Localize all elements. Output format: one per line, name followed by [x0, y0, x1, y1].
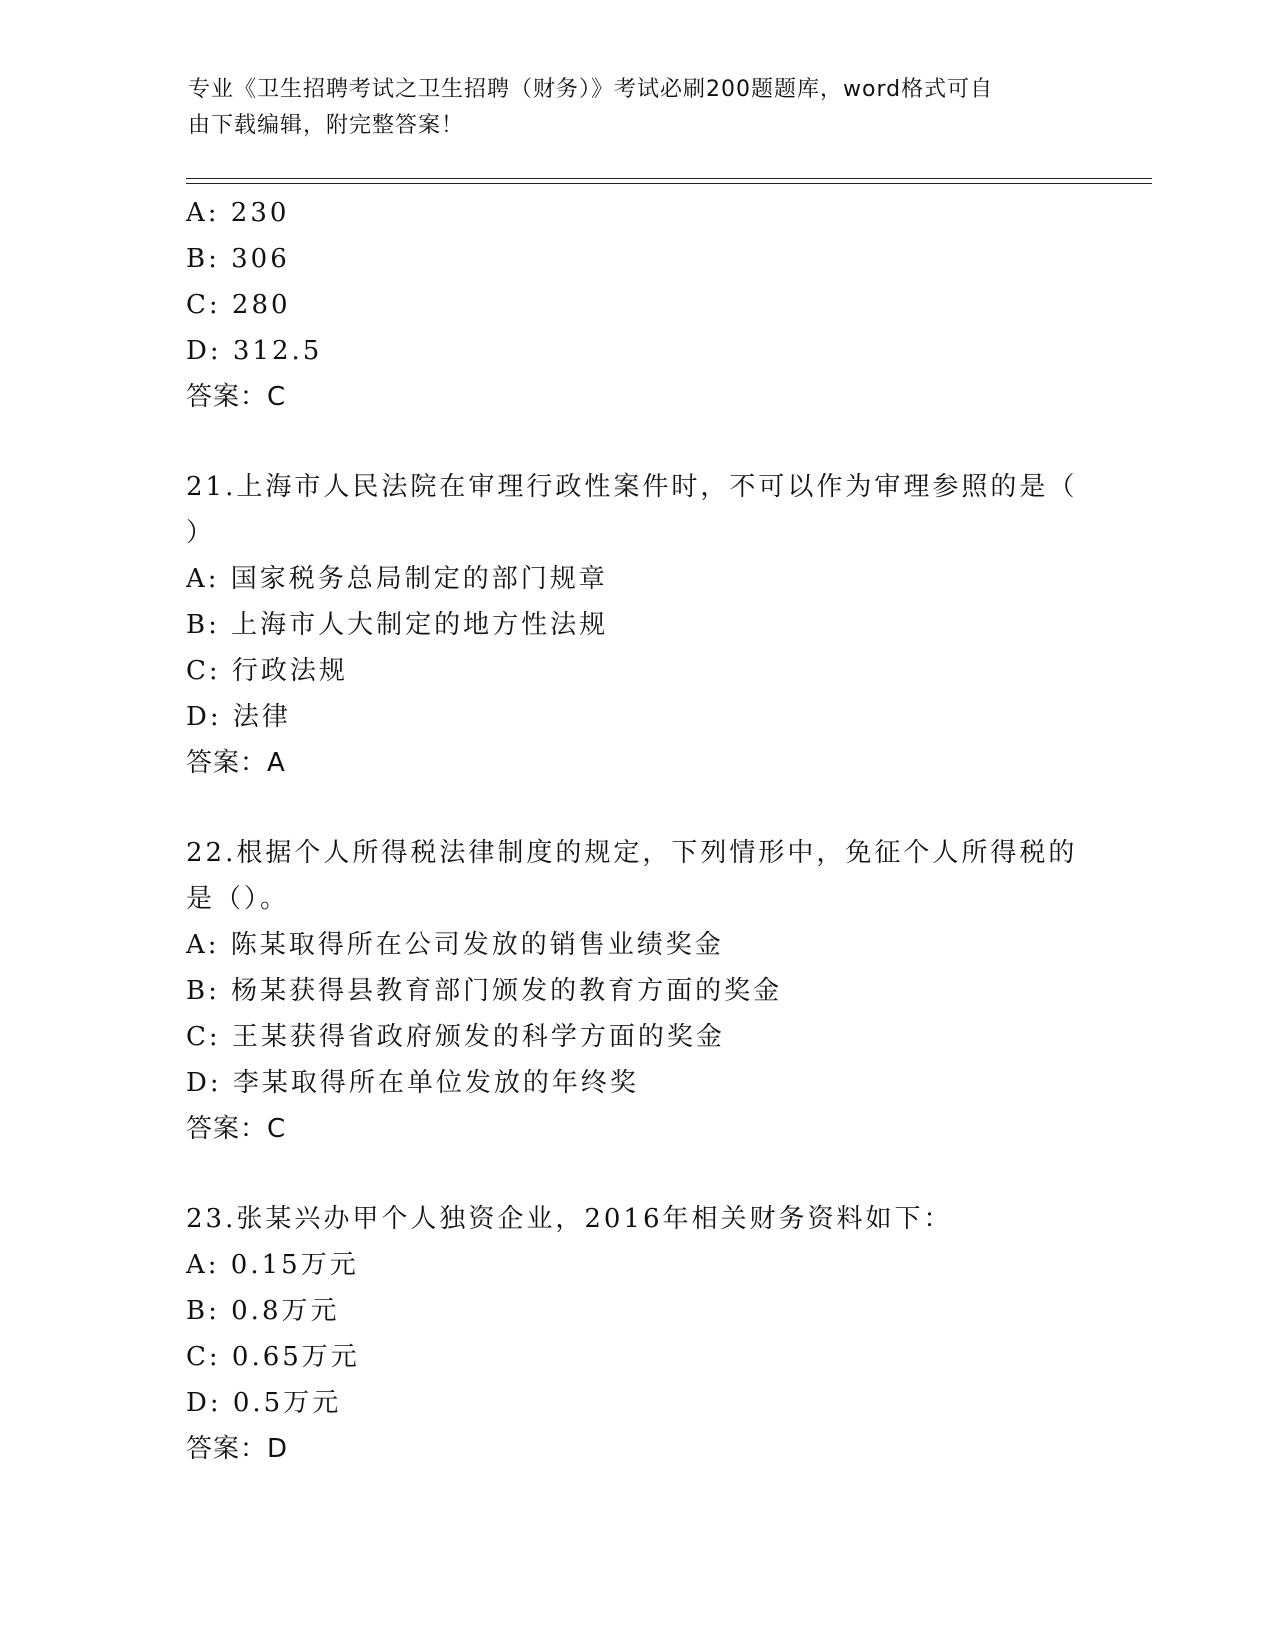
option-b: B: 上海市人大制定的地方性法规 [186, 610, 609, 640]
option-c: C: 0.65万元 [186, 1342, 360, 1372]
question-text-line-2: 是（）。 [186, 884, 290, 914]
header-line-1: 专业《卫生招聘考试之卫生招聘（财务）》考试必刷200题题库，word格式可自 [188, 77, 994, 102]
option-d: D: 0.5万元 [186, 1388, 342, 1418]
question-block-21 [186, 464, 1086, 786]
option-d: D: 312.5 [186, 336, 323, 366]
option-c: C: 行政法规 [186, 656, 348, 686]
question-block-23 [186, 1196, 1086, 1472]
option-d: D: 法律 [186, 702, 291, 732]
question-text-line-1: 23.张某兴办甲个人独资企业，2016年相关财务资料如下： [186, 1204, 953, 1234]
option-a: A: 0.15万元 [186, 1250, 359, 1280]
header-divider-top [186, 178, 1152, 179]
option-c: C: 280 [186, 290, 291, 320]
option-a: A: 国家税务总局制定的部门规章 [186, 564, 608, 594]
spacer [186, 1152, 1086, 1196]
header-divider-bottom [186, 183, 1152, 184]
question-text-line-1: 22.根据个人所得税法律制度的规定，下列情形中，免征个人所得税的 [186, 838, 1078, 868]
question-list [186, 190, 1086, 1472]
option-b: B: 0.8万元 [186, 1296, 340, 1326]
header-line-2: 由下载编辑，附完整答案！ [188, 113, 465, 138]
spacer [186, 420, 1086, 464]
answer-line: 答案：D [186, 1434, 289, 1464]
option-c: C: 王某获得省政府颁发的科学方面的奖金 [186, 1022, 725, 1052]
question-block-22 [186, 830, 1086, 1152]
answer-line: 答案：A [186, 748, 286, 778]
option-b: B: 杨某获得县教育部门颁发的教育方面的奖金 [186, 976, 783, 1006]
answer-line: 答案：C [186, 382, 287, 412]
question-text-line-1: 21.上海市人民法院在审理行政性案件时，不可以作为审理参照的是（ [186, 472, 1078, 502]
spacer [186, 786, 1086, 830]
question-block-20 [186, 190, 1086, 420]
option-a: A: 230 [186, 198, 290, 228]
answer-line: 答案：C [186, 1114, 287, 1144]
option-b: B: 306 [186, 244, 290, 274]
option-d: D: 李某取得所在单位发放的年终奖 [186, 1068, 639, 1098]
option-a: A: 陈某取得所在公司发放的销售业绩奖金 [186, 930, 724, 960]
document-header [188, 72, 1088, 144]
question-text-line-2: ） [186, 518, 216, 548]
